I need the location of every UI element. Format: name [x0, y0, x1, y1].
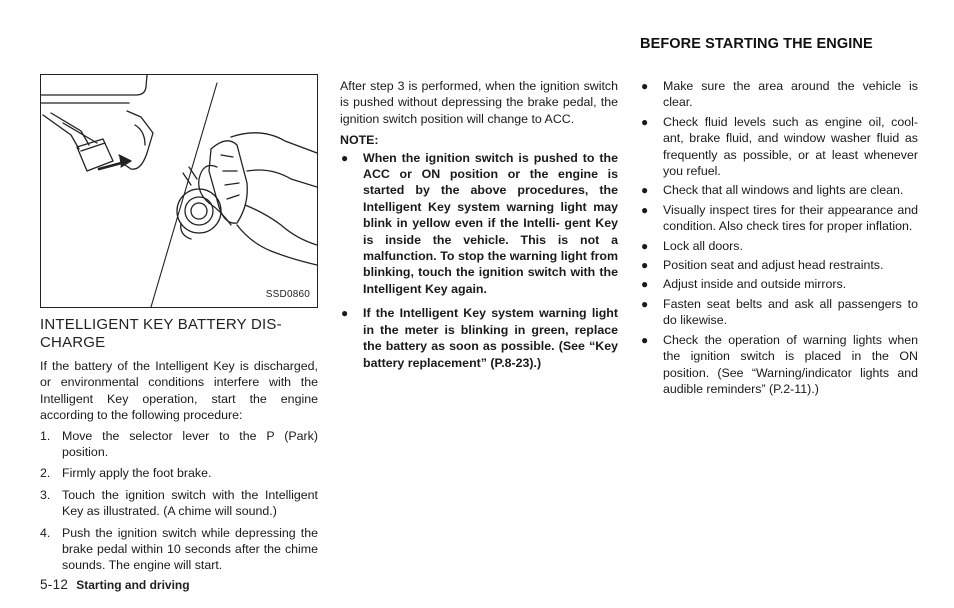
- step-number: 1.: [40, 428, 51, 443]
- checklist-text: Make sure the area around the vehicle is clear.: [663, 79, 918, 110]
- checklist-text: Visually inspect tires for their appearance and condition. Also check tires for proper inflation.: [663, 202, 918, 234]
- page-number: 5-12: [40, 577, 69, 592]
- step-text: Touch the ignition switch with the Intelligent Key as illustrated. (A chime will sound.): [62, 487, 318, 519]
- procedure-steps: [40, 428, 318, 574]
- bullet-icon: ●: [641, 114, 649, 129]
- checklist-item: [640, 276, 918, 292]
- checklist-text: Check the operation of warning lights when the ignition switch is placed in the ON position. (See “Warning/indicator lights and audible reminders” (P.2-11).): [663, 332, 918, 396]
- step-text: Move the selector lever to the P (Park) position.: [62, 428, 318, 460]
- procedure-step: [40, 428, 318, 461]
- checklist: [640, 78, 918, 397]
- intro-paragraph: If the battery of the Intelligent Key is discharged, or environmental conditions interfere with the Intelligent Key operation, start the engine according to the following procedure:: [40, 359, 318, 423]
- checklist-item: [640, 238, 918, 254]
- checklist-item: [640, 332, 918, 398]
- section-title: BEFORE STARTING THE ENGINE: [640, 36, 873, 52]
- checklist-text: Adjust inside and outside mirrors.: [663, 277, 847, 292]
- step-number: 4.: [40, 525, 51, 540]
- footer-section-name: Starting and driving: [76, 578, 190, 592]
- step-text: Push the ignition switch while depressing the brake pedal within 10 seconds after the chime sounds. The engine will start.: [62, 525, 318, 573]
- note-list: [340, 150, 618, 371]
- checklist-text: Position seat and adjust head restraints.: [663, 258, 884, 273]
- bullet-icon: ●: [641, 79, 649, 93]
- checklist-text: Lock all doors.: [663, 238, 743, 253]
- subsection-title: [40, 316, 318, 352]
- left-column: [40, 74, 318, 579]
- bullet-icon: ●: [641, 296, 649, 311]
- step-number: 3.: [40, 487, 51, 502]
- middle-column: [340, 78, 618, 374]
- bullet-icon: ●: [341, 306, 349, 321]
- bullet-icon: ●: [641, 277, 649, 292]
- checklist-text: Check fluid levels such as engine oil, cool- ant, brake fluid, and window washer fluid as frequently as possible, or at least whenever you refuel.: [663, 114, 918, 179]
- checklist-item: [640, 257, 918, 273]
- note-text: When the ignition switch is pushed to the ACC or ON position or the engine is started by the above procedures, the Intelligent Key system warning light may blink in yellow even if the Intelli- gent Key is inside the vehicle. This is not a malfunction. To stop the warning light from blinking, touch the ignition switch with the Intelligent Key again.: [363, 150, 618, 296]
- checklist-text: Fasten seat belts and ask all passengers to do likewise.: [663, 296, 918, 328]
- note-text: If the Intelligent Key system warning light in the meter is blinking in green, replace the battery as soon as possible. (See “Key battery replacement” (P.8-23).): [363, 306, 618, 370]
- bullet-icon: ●: [641, 258, 649, 273]
- subsection-title-line-1: INTELLIGENT KEY BATTERY DIS-: [40, 316, 282, 333]
- procedure-step: [40, 487, 318, 520]
- bullet-icon: ●: [641, 202, 649, 217]
- checklist-text: Check that all windows and lights are clean.: [663, 183, 904, 198]
- bullet-icon: ●: [641, 238, 649, 253]
- step-number: 2.: [40, 466, 51, 481]
- procedure-step: [40, 525, 318, 574]
- procedure-step: [40, 465, 318, 481]
- bullet-icon: ●: [641, 183, 649, 198]
- step-text: Firmly apply the foot brake.: [62, 466, 212, 481]
- page-footer: [40, 577, 190, 592]
- bullet-icon: ●: [341, 150, 349, 165]
- checklist-item: [640, 296, 918, 329]
- note-item: [340, 150, 618, 298]
- checklist-item: [640, 202, 918, 235]
- checklist-item: [640, 182, 918, 198]
- right-column: [640, 77, 918, 400]
- bullet-icon: ●: [641, 332, 649, 347]
- acc-paragraph: After step 3 is performed, when the ignition switch is pushed without depressing the brake pedal, the ignition switch position will change to ACC.: [340, 79, 618, 126]
- subsection-title-line-2: CHARGE: [40, 334, 106, 351]
- checklist-item: [640, 78, 918, 111]
- illustration-figure: [40, 74, 318, 308]
- checklist-item: [640, 114, 918, 180]
- key-touch-illustration: [41, 75, 317, 307]
- note-label: NOTE:: [340, 133, 379, 148]
- note-item: [340, 305, 618, 371]
- figure-code: SSD0860: [265, 288, 310, 300]
